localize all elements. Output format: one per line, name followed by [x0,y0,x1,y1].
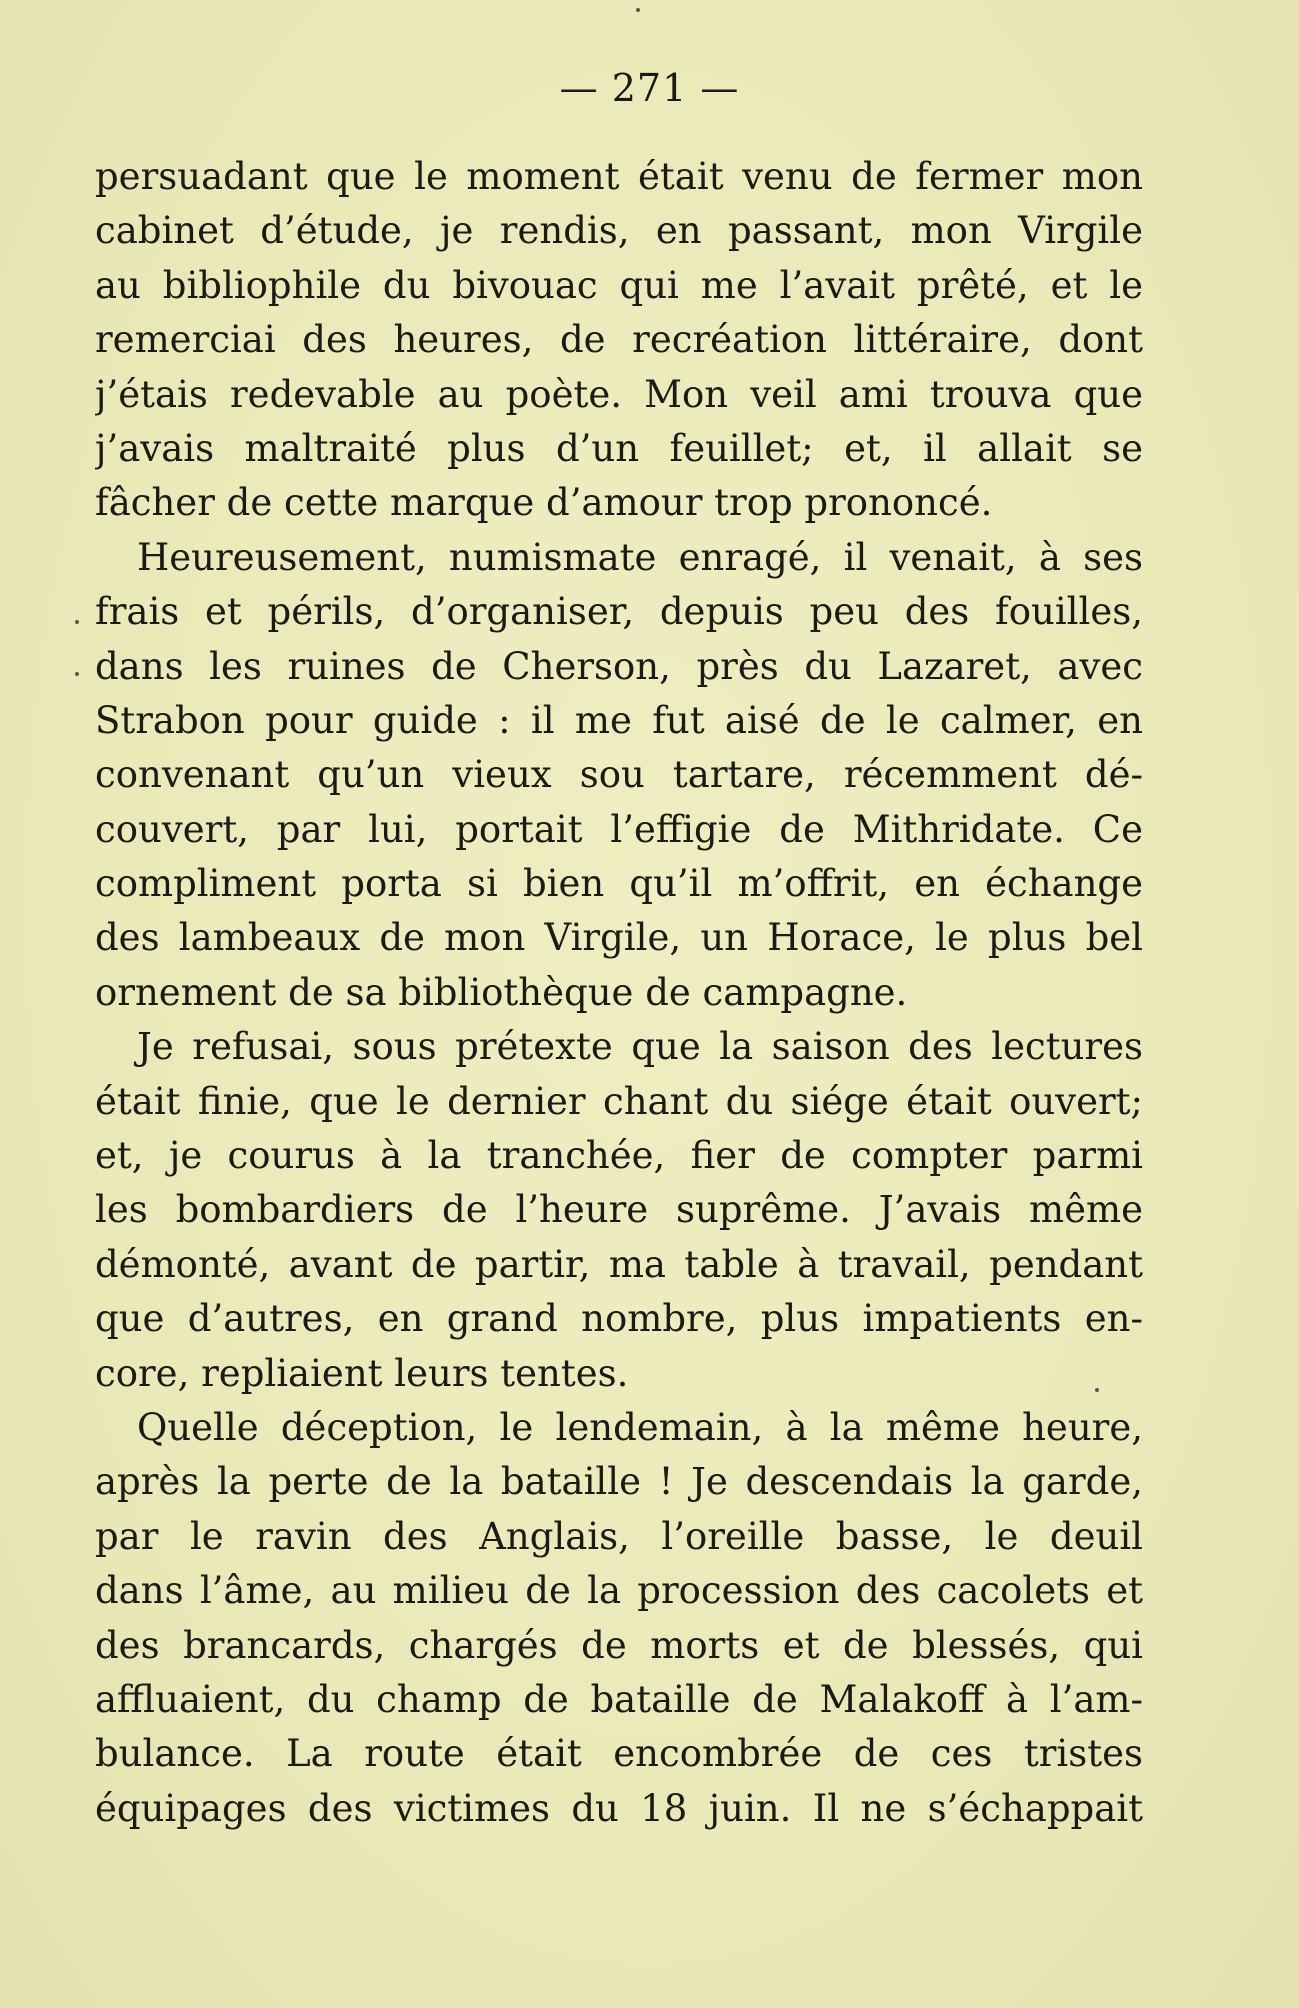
text-line: bulance. La route était encombrée de ces tristes [95,1732,1143,1776]
text-line: des brancards, chargés de morts et de blessés, qui [95,1623,1143,1667]
ink-speck [1095,1388,1099,1392]
text-line: j’étais redevable au poète. Mon veil ami trouva que [95,372,1143,416]
text-line: était finie, que le dernier chant du siége était ouvert; [95,1079,1143,1123]
text-line: frais et périls, d’organiser, depuis peu des fouilles, [95,590,1143,634]
text-line: démonté, avant de partir, ma table à travail, pendant [95,1242,1143,1286]
ink-speck [75,620,79,624]
text-line: j’avais maltraité plus d’un feuillet; et, il allait se [95,426,1143,470]
text-line: et, je courus à la tranchée, fier de compter parmi [95,1134,1143,1178]
text-line: au bibliophile du bivouac qui me l’avait prêté, et le [95,263,1143,307]
page-number: — 271 — [559,66,740,110]
text-line: dans l’âme, au milieu de la procession des cacolets et [95,1569,1143,1613]
text-line: après la perte de la bataille ! Je descendais la garde, [95,1460,1143,1504]
text-line: Je refusai, sous prétexte que la saison des lectures [137,1025,1143,1069]
text-line: équipages des victimes du 18 juin. Il ne s’échappait [95,1786,1143,1830]
text-line: que d’autres, en grand nombre, plus impatients en- [95,1297,1143,1341]
text-line: par le ravin des Anglais, l’oreille basse, le deuil [95,1514,1143,1558]
text-line: couvert, par lui, portait l’effigie de Mithridate. Ce [95,807,1143,851]
text-line: persuadant que le moment était venu de fermer mon [95,155,1143,198]
text-line: Quelle déception, le lendemain, à la même heure, [137,1405,1143,1449]
body-text [95,150,1143,1836]
text-line: affluaient, du champ de bataille de Malakoff à l’am- [95,1677,1143,1721]
text-line: compliment porta si bien qu’il m’offrit, en échange [95,862,1143,906]
text-line: dans les ruines de Cherson, près du Lazaret, avec [95,644,1143,688]
text-line: remerciai des heures, de recréation littéraire, dont [95,318,1143,362]
text-line: core, repliaient leurs tentes. [95,1351,629,1395]
ink-speck [636,8,640,12]
ink-speck [75,672,79,676]
text-line: fâcher de cette marque d’amour trop prononcé. [95,481,993,525]
text-line: cabinet d’étude, je rendis, en passant, mon Virgile [95,209,1143,253]
text-line: ornement de sa bibliothèque de campagne. [95,970,908,1014]
text-line: des lambeaux de mon Virgile, un Horace, le plus bel [95,916,1143,960]
text-line: Heureusement, numismate enragé, il venait, à ses [137,535,1143,579]
text-line: les bombardiers de l’heure suprême. J’avais même [95,1188,1143,1232]
text-line: convenant qu’un vieux sou tartare, récemment dé- [95,753,1143,797]
text-line: Strabon pour guide : il me fut aisé de le calmer, en [95,698,1143,742]
